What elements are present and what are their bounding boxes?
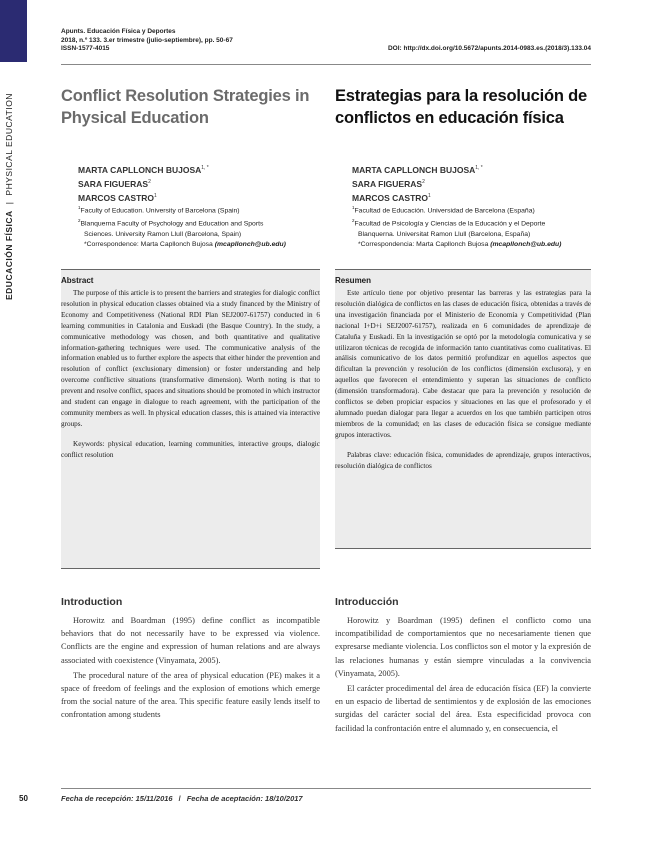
affiliation: $^2$Blanquerna Faculty of Psychology and Education and Sports — [78, 218, 264, 228]
accepted-date: Fecha de aceptación: 18/10/2017 — [186, 794, 303, 803]
spanish-intro — [335, 614, 591, 737]
side-label-es: EDUCACIÓN FÍSICA — [4, 210, 14, 300]
spanish-affiliations — [352, 203, 561, 250]
author: MARTA CAPLLONCH $BUJOSA^{1, *}$ — [78, 164, 209, 175]
side-section-label — [4, 93, 14, 300]
affiliation: $^1$Faculty of Education. University of Barcelona (Spain) — [78, 205, 240, 215]
affiliation: $^2$Facultad de Psicología y Ciencias de la Educación y el Deporte — [352, 218, 546, 228]
paragraph: Horowitz and Boardman (1995) define conflict as incompatible behaviors that do not necessarily have to be expressed via violence. Conflicts are the engine and expression of human relations and are always associated with coexistence (Vinyamata, 2005). — [61, 616, 320, 665]
correspondence: *Correspondencia: Marta Capllonch Bujosa (mcapllonch@ub.edu) — [358, 240, 562, 248]
english-authors — [78, 162, 209, 203]
footer-dates — [61, 794, 303, 803]
correspondence: *Correspondence: Marta Capllonch Bujosa (mcapllonch@ub.edu) — [84, 240, 286, 248]
english-intro — [61, 614, 320, 724]
footer-divider — [61, 788, 591, 789]
paragraph: The procedural nature of the area of physical education (PE) makes it a space of freedom of feelings and the explosion of emotions which emerge from the social nature of the area. This specific feature easily lends itself to confrontation among students — [61, 670, 320, 720]
spanish-title: Estrategias para la resolución de conflictos en educación física — [335, 87, 588, 127]
side-label-separator: | — [4, 201, 14, 205]
author: SARA FIGUERAS$^2$ — [78, 178, 151, 189]
english-intro-heading: Introduction — [61, 596, 123, 608]
paragraph: Horowitz y Boardman (1995) definen el conflicto como una incompatibilidad de comportamientos que no necesariamente tienen que expresarse mediante violencia. Los conflictos son el motor y la expresión de las relaciones humanas y están siempre vinculadas a la convivencia (Vinyamata, 2005). — [335, 616, 591, 678]
journal-issn: ISSN-1577-4015 — [61, 45, 110, 52]
author: MARTA CAPLLONCH $BUJOSA^{1, *}$ — [352, 164, 483, 175]
journal-name: Apunts. Educación Física y Deportes — [61, 28, 176, 35]
header-divider — [61, 64, 591, 65]
author: MARCOS CASTRO$^1$ — [78, 192, 157, 203]
affiliation: $^1$Facultad de Educación. Universidad de Barcelona (España) — [352, 205, 535, 215]
corner-color-tab — [0, 0, 27, 62]
journal-issue: 2018, n.º 133. 3.er trimestre (julio-septiembre), pp. 50-67 — [61, 36, 233, 44]
affiliation: Blanquerna. Universitat Ramon Llull (Barcelona, España) — [358, 230, 531, 238]
abstract-heading: Abstract — [61, 276, 94, 285]
date-separator: / — [178, 794, 181, 803]
side-label-en: PHYSICAL EDUCATION — [4, 93, 14, 196]
english-affiliations — [78, 203, 286, 250]
abstract-text: The purpose of this article is to present the barriers and strategies for dialogic conflict resolution in physical education classes obtained via a study financed by the Ministry of Economy and Competitiveness (National RDI Plan SEJ2007-61757) conducted in 6 learning communities in Catalonia and Euskadi (the Basque Country). In the study, a communicative methodology was chosen, and both quantitative and qualitative information-gathering techniques were used. The communicative analysis of the information enabled us to further explore the aspects that either hinder the prevention and resolution of conflict (exclusionary dimension) or foster understanding and help overcome conflictive situations (transformative dimension). Worth noting is that to prevent and resolve conflict, spaces and situations should be promoted in which instructor and student can engage in dialogue to reach agreement, with the participation of the community members as well. In physical education classes, this is attained via interactive groups. — [61, 289, 320, 428]
english-abstract-box — [61, 269, 320, 569]
spanish-authors — [352, 162, 483, 203]
author: SARA FIGUERAS$^2$ — [352, 178, 425, 189]
journal-header — [61, 28, 591, 54]
paragraph: El carácter procedimental del área de educación física (EF) la convierte en un espacio de libertad de sentimientos y de explosión de las emociones surgidas del carácter social del área. Esta especificidad provoca con facilidad la confrontación entre el alumnado y, en consecuencia, el — [335, 684, 591, 733]
page-number: 50 — [19, 794, 28, 803]
keywords: Palabras clave: educación física, comunidades de aprendizaje, grupos interactivos, resolución dialógica de conflictos — [335, 450, 591, 470]
spanish-abstract-box — [335, 269, 591, 549]
received-date: Fecha de recepción: 15/11/2016 — [61, 794, 173, 803]
doi-link[interactable]: DOI: http://dx.doi.org/10.5672/apunts.2014-0983.es.(2018/3).133.04 — [387, 45, 591, 52]
correspondence-email[interactable]: (mcapllonch@ub.edu) — [214, 240, 286, 248]
affiliation: Sciences. University Ramon Llull (Barcelona, Spain) — [84, 230, 242, 238]
keywords: Keywords: physical education, learning communities, interactive groups, dialogic conflict resolution — [61, 439, 320, 459]
abstract-heading: Resumen — [335, 276, 372, 285]
correspondence-email[interactable]: (mcapllonch@ub.edu) — [490, 240, 562, 248]
author: MARCOS CASTRO$^1$ — [352, 192, 431, 203]
spanish-intro-heading: Introducción — [335, 596, 399, 608]
abstract-text: Este artículo tiene por objetivo presentar las barreras y las estrategias para la resolución dialógica de conflictos en las clases de educación física, obtenidas a través de una investigación financiada por el Ministerio de Economía y Competitividad (Plan nacional I+D+i SEJ2007-61757), realizada en 6 comunidades de aprendizaje de Cataluña y Euskadi. En la investigación se optó por la metodología comunicativa y se utilizaron técnicas de recogida de información tanto cuantitativas como cualitativas. El análisis comunicativo de los datos permitió profundizar en aquellos aspectos que dificultan la prevención y resolución de los conflictos (dimensión exclusora), y en aquellos que favorecen el entendimiento y superan las situaciones de conflicto (dimensión transformadora). Cabe destacar que para la prevención y resolución de conflictos se deben propiciar espacios y situaciones en las que el profesorado y el alumnado puedan dialogar para llegar a acuerdos en los que también participen otros miembros de la comunidad; en las clases de educación física se consigue mediante grupos interactivos. — [335, 289, 591, 439]
english-title: Conflict Resolution Strategies in Physical Education — [61, 87, 310, 127]
